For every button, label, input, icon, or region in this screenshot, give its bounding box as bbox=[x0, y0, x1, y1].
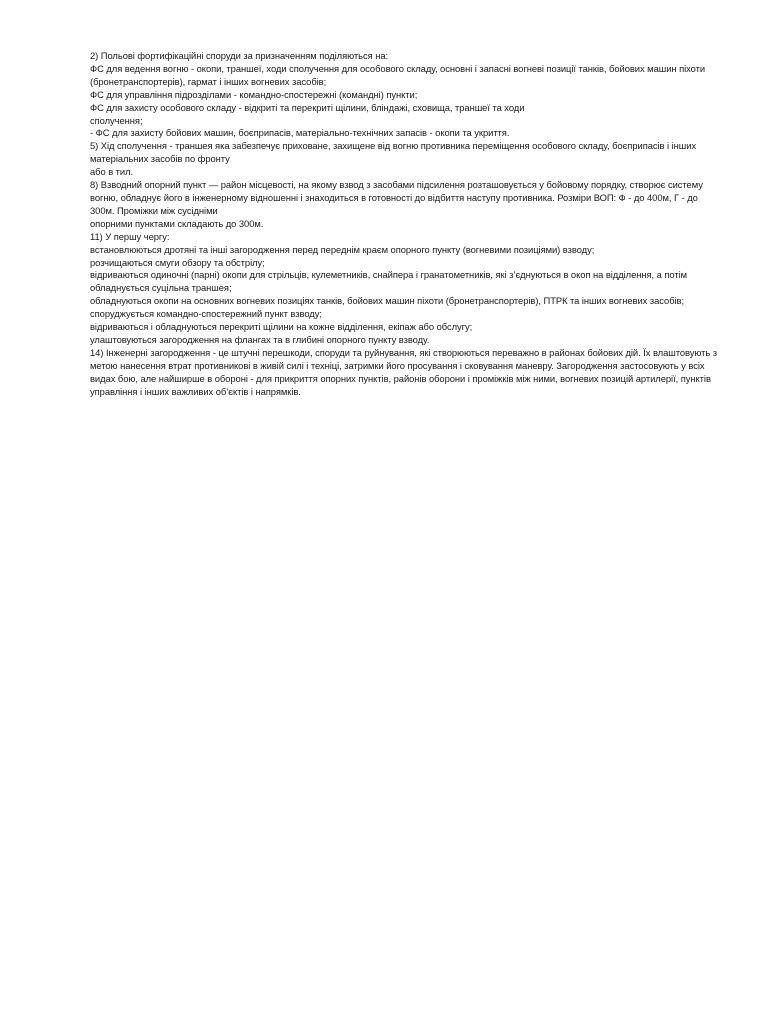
text-line: 5) Хід сполучення - траншея яка забезпечує приховане, захищене від вогню противника переміщення особового складу, боєприпасів і інших матеріальних засобів по фронту bbox=[90, 140, 697, 165]
text-line: 14) Інженерні загородження - це штучні перешкоди, споруди та руйнування, які створюються переважно в районах бойових дій. Їх влаштовують з метою нанесення втрат противникові в живій силі і техніці, затримки його просування і сковування маневру. Загородження застосовують у всіх видах бою, але найширше в обороні - для прикриття опорних пунктів, районів оборони і проміжків між ними, вогневих позицій артилерії, пунктів управління і інших важливих об’єктів і напрямків. bbox=[90, 346, 718, 397]
text-line: - ФС для захисту бойових машин, боєприпасів, матеріально-технічних запасів - окопи та укриття. bbox=[90, 127, 510, 139]
text-line: улаштовуються загородження на флангах та в глибині опорного пункту взводу. bbox=[90, 333, 430, 345]
document-body bbox=[90, 50, 720, 398]
text-line: відриваються одиночні (парні) окопи для стрільців, кулеметників, снайпера і гранатометників, які з’єднуються в окоп на відділення, а потім обладнується суцільна траншея; bbox=[90, 269, 688, 294]
text-line: встановлюються дротяні та інші загородження перед переднім краєм опорного пункту (вогневими позиціями) взводу; bbox=[90, 243, 595, 255]
text-line: обладнуються окопи на основних вогневих позиціях танків, бойових машин піхоти (бронетранспортерів), ПТРК та інших вогневих засобів; bbox=[90, 295, 685, 307]
text-line: сполучення; bbox=[90, 114, 143, 126]
text-line: відриваються і обладнуються перекриті щілини на кожне відділення, екіпаж або обслугу; bbox=[90, 321, 473, 333]
text-line: 8) Взводний опорний пункт — район місцевості, на якому взвод з засобами підсилення розташовується у бойовому порядку, створює систему вогню, обладнує його в інженерному відношенні і знаходиться в готовності до відбиття наступу противника. Розміри ВОП: Ф - до 400м, Г - до 300м. Проміжки між сусідніми bbox=[90, 179, 703, 216]
text-line: ФС для управління підрозділами - командно-спостережні (командні) пункти; bbox=[90, 88, 418, 100]
text-line: 2) Польові фортифікаційні споруди за призначенням поділяються на: bbox=[90, 50, 389, 61]
text-line: 11) У першу чергу: bbox=[90, 230, 170, 242]
text-line: або в тил. bbox=[90, 166, 134, 178]
text-line: ФС для захисту особового складу - відкриті та перекриті щілини, бліндажі, сховища, траншеї та ходи bbox=[90, 101, 525, 113]
text-line: розчищаються смуги обзору та обстрілу; bbox=[90, 256, 265, 268]
text-line: ФС для ведення вогню - окопи, траншеї, ходи сполучення для особового складу, основні і запасні вогневі позиції танків, бойових машин піхоти (бронетранспортерів), гармат і інших вогневих засобів; bbox=[90, 62, 706, 87]
text-line: опорними пунктами складають до 300м. bbox=[90, 217, 264, 229]
text-line: споруджується командно-спостережний пункт взводу; bbox=[90, 308, 322, 320]
